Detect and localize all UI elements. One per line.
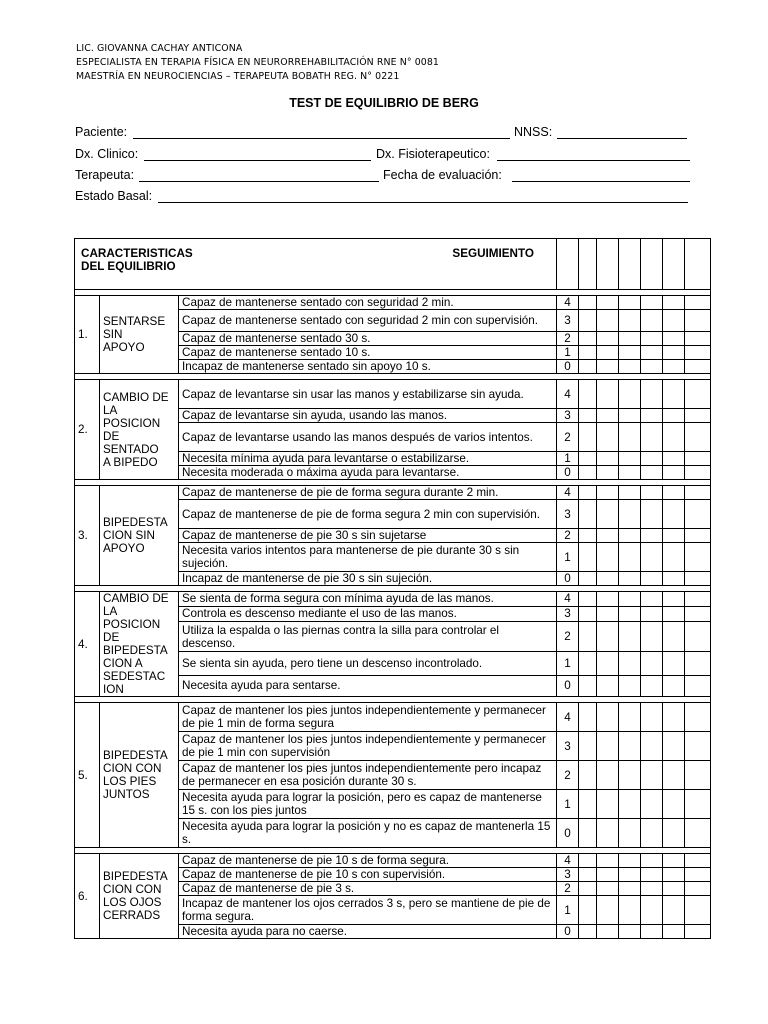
seguimiento-cell[interactable] <box>579 882 597 896</box>
seguimiento-cell[interactable] <box>685 452 711 466</box>
criterion-score: 3 <box>557 500 579 529</box>
seguimiento-cell[interactable] <box>579 621 597 652</box>
seguimiento-cell[interactable] <box>641 500 663 529</box>
criterion-description: Se sienta de forma segura con mínima ayuda de las manos. <box>179 592 557 607</box>
table-row <box>75 854 711 868</box>
seguimiento-cell[interactable] <box>641 332 663 346</box>
seguimiento-cell[interactable] <box>597 732 619 761</box>
seguimiento-cell[interactable] <box>641 703 663 732</box>
seguimiento-cell[interactable] <box>597 592 619 607</box>
header-cell <box>75 239 557 290</box>
seguimiento-cell[interactable] <box>685 409 711 423</box>
item-name: CAMBIO DE LA POSICION DE BIPEDESTA CION A SEDESTAC ION <box>100 592 179 697</box>
seguimiento-cell[interactable] <box>597 452 619 466</box>
seguimiento-cell[interactable] <box>597 423 619 452</box>
seguimiento-cell[interactable] <box>579 592 597 607</box>
seguimiento-cell[interactable] <box>619 882 641 896</box>
seguimiento-cell[interactable] <box>619 790 641 819</box>
seguimiento-cell[interactable] <box>685 790 711 819</box>
seguimiento-cell[interactable] <box>685 732 711 761</box>
seguimiento-cell[interactable] <box>685 592 711 607</box>
seguimiento-cell[interactable] <box>579 652 597 675</box>
criterion-score: 0 <box>557 675 579 696</box>
seguimiento-cell[interactable] <box>641 360 663 374</box>
criterion-description: Capaz de mantenerse de pie de forma segura durante 2 min. <box>179 486 557 500</box>
criterion-description: Capaz de mantenerse sentado 10 s. <box>179 346 557 360</box>
criterion-score: 0 <box>557 360 579 374</box>
seguimiento-cell[interactable] <box>597 332 619 346</box>
seguimiento-cell[interactable] <box>597 380 619 409</box>
seguimiento-cell[interactable] <box>641 652 663 675</box>
criterion-description: Se sienta sin ayuda, pero tiene un descenso incontrolado. <box>179 652 557 675</box>
seguimiento-cell[interactable] <box>663 310 685 332</box>
seguimiento-cell[interactable] <box>579 500 597 529</box>
seguimiento-cell[interactable] <box>619 761 641 790</box>
criterion-score: 3 <box>557 732 579 761</box>
seguimiento-cell[interactable] <box>579 466 597 480</box>
seguimiento-cell[interactable] <box>597 868 619 882</box>
seguimiento-cell[interactable] <box>663 675 685 696</box>
seguimiento-cell[interactable] <box>663 572 685 586</box>
seguimiento-cell[interactable] <box>619 819 641 848</box>
seguimiento-cell[interactable] <box>619 854 641 868</box>
seguimiento-cell[interactable] <box>619 732 641 761</box>
seguimiento-cell[interactable] <box>685 346 711 360</box>
seguimiento-cell[interactable] <box>641 486 663 500</box>
seguimiento-cell[interactable] <box>597 652 619 675</box>
seguimiento-cell[interactable] <box>685 854 711 868</box>
seguimiento-cell[interactable] <box>641 882 663 896</box>
seguimiento-cell[interactable] <box>597 529 619 543</box>
fecha-line[interactable] <box>512 181 690 182</box>
seguimiento-cell[interactable] <box>619 592 641 607</box>
criterion-score: 1 <box>557 346 579 360</box>
seguimiento-cell[interactable] <box>685 703 711 732</box>
seguimiento-cell[interactable] <box>641 543 663 572</box>
criterion-score: 4 <box>557 380 579 409</box>
seguimiento-cell[interactable] <box>663 882 685 896</box>
seguimiento-cell[interactable] <box>619 332 641 346</box>
seguimiento-cell[interactable] <box>641 675 663 696</box>
seguimiento-cell[interactable] <box>619 925 641 939</box>
label-fecha: Fecha de evaluación: <box>383 168 502 182</box>
criterion-description: Necesita ayuda para lograr la posición, pero es capaz de mantenerse 15 s. con los pies juntos <box>179 790 557 819</box>
criterion-description: Capaz de mantener los pies juntos independientemente y permanecer de pie 1 min con supervisión <box>179 732 557 761</box>
seguimiento-cell[interactable] <box>597 925 619 939</box>
seguimiento-cell[interactable] <box>663 819 685 848</box>
seguimiento-cell[interactable] <box>619 360 641 374</box>
seguimiento-cell[interactable] <box>597 409 619 423</box>
criterion-score: 3 <box>557 409 579 423</box>
header-blank-5 <box>641 239 663 290</box>
seguimiento-cell[interactable] <box>685 380 711 409</box>
seguimiento-cell[interactable] <box>597 896 619 925</box>
seguimiento-cell[interactable] <box>685 606 711 621</box>
seguimiento-cell[interactable] <box>579 925 597 939</box>
criterion-score: 4 <box>557 486 579 500</box>
label-nnss: NNSS: <box>514 125 553 139</box>
dx-clinico-line[interactable] <box>144 160 371 161</box>
seguimiento-cell[interactable] <box>663 332 685 346</box>
item-name: SENTARSE SIN APOYO <box>100 296 179 374</box>
seguimiento-cell[interactable] <box>579 819 597 848</box>
label-dx-clinico: Dx. Clinico: <box>75 147 139 161</box>
seguimiento-cell[interactable] <box>641 572 663 586</box>
seguimiento-cell[interactable] <box>663 500 685 529</box>
criterion-description: Capaz de mantener los pies juntos independientemente pero incapaz de permanecer en esa posición durante 30 s. <box>179 761 557 790</box>
seguimiento-cell[interactable] <box>619 652 641 675</box>
seguimiento-cell[interactable] <box>579 296 597 310</box>
seguimiento-cell[interactable] <box>597 500 619 529</box>
seguimiento-cell[interactable] <box>619 675 641 696</box>
header-blank-2 <box>579 239 597 290</box>
seguimiento-cell[interactable] <box>641 761 663 790</box>
item-number: 1. <box>75 296 100 374</box>
seguimiento-cell[interactable] <box>597 761 619 790</box>
seguimiento-cell[interactable] <box>579 346 597 360</box>
seguimiento-cell[interactable] <box>641 466 663 480</box>
seguimiento-cell[interactable] <box>641 819 663 848</box>
seguimiento-cell[interactable] <box>663 761 685 790</box>
criterion-score: 2 <box>557 621 579 652</box>
seguimiento-cell[interactable] <box>597 819 619 848</box>
seguimiento-cell[interactable] <box>619 572 641 586</box>
seguimiento-cell[interactable] <box>641 423 663 452</box>
seguimiento-cell[interactable] <box>663 409 685 423</box>
seguimiento-cell[interactable] <box>597 790 619 819</box>
seguimiento-cell[interactable] <box>579 452 597 466</box>
label-paciente: Paciente: <box>75 125 128 139</box>
criterion-description: Capaz de mantener los pies juntos independientemente y permanecer de pie 1 min de forma segura <box>179 703 557 732</box>
seguimiento-cell[interactable] <box>685 500 711 529</box>
seguimiento-cell[interactable] <box>579 572 597 586</box>
seguimiento-cell[interactable] <box>597 346 619 360</box>
seguimiento-cell[interactable] <box>597 854 619 868</box>
item-number: 6. <box>75 854 100 939</box>
seguimiento-cell[interactable] <box>619 296 641 310</box>
criterion-score: 0 <box>557 925 579 939</box>
seguimiento-cell[interactable] <box>663 621 685 652</box>
seguimiento-cell[interactable] <box>597 310 619 332</box>
criterion-score: 3 <box>557 606 579 621</box>
seguimiento-cell[interactable] <box>619 896 641 925</box>
seguimiento-cell[interactable] <box>619 486 641 500</box>
criterion-description: Capaz de mantenerse sentado con seguridad 2 min con supervisión. <box>179 310 557 332</box>
item-name: BIPEDESTA CION CON LOS PIES JUNTOS <box>100 703 179 848</box>
seguimiento-cell[interactable] <box>663 790 685 819</box>
criterion-description: Necesita ayuda para lograr la posición y no es capaz de mantenerla 15 s. <box>179 819 557 848</box>
criterion-score: 2 <box>557 529 579 543</box>
letterhead-masters: MAESTRÍA EN NEUROCIENCIAS – TERAPEUTA BOBATH REG. N° 0221 <box>76 71 400 82</box>
table-row <box>75 592 711 607</box>
item-name: CAMBIO DE LA POSICION DE SENTADO A BIPEDO <box>100 380 179 480</box>
seguimiento-cell[interactable] <box>619 346 641 360</box>
seguimiento-cell[interactable] <box>663 868 685 882</box>
col-caracteristicas: CARACTERISTICAS DEL EQUILIBRIO <box>81 247 193 273</box>
page-title: TEST DE EQUILIBRIO DE BERG <box>289 96 479 110</box>
seguimiento-cell[interactable] <box>619 310 641 332</box>
seguimiento-cell[interactable] <box>641 621 663 652</box>
table-header-row <box>75 239 711 290</box>
seguimiento-cell[interactable] <box>641 854 663 868</box>
criterion-score: 0 <box>557 572 579 586</box>
criterion-description: Capaz de mantenerse de pie de forma segura 2 min con supervisión. <box>179 500 557 529</box>
criterion-score: 4 <box>557 854 579 868</box>
seguimiento-cell[interactable] <box>597 360 619 374</box>
seguimiento-cell[interactable] <box>641 529 663 543</box>
seguimiento-cell[interactable] <box>663 360 685 374</box>
header-blank-4 <box>619 239 641 290</box>
seguimiento-cell[interactable] <box>685 543 711 572</box>
letterhead-name: LIC. GIOVANNA CACHAY ANTICONA <box>76 43 243 54</box>
seguimiento-cell[interactable] <box>597 882 619 896</box>
seguimiento-cell[interactable] <box>663 296 685 310</box>
seguimiento-cell[interactable] <box>619 621 641 652</box>
seguimiento-cell[interactable] <box>663 854 685 868</box>
table-row <box>75 486 711 500</box>
seguimiento-cell[interactable] <box>685 332 711 346</box>
criterion-score: 4 <box>557 592 579 607</box>
criterion-description: Capaz de mantenerse de pie 3 s. <box>179 882 557 896</box>
seguimiento-cell[interactable] <box>597 621 619 652</box>
item-number: 5. <box>75 703 100 848</box>
seguimiento-cell[interactable] <box>619 423 641 452</box>
seguimiento-cell[interactable] <box>685 572 711 586</box>
seguimiento-cell[interactable] <box>597 543 619 572</box>
seguimiento-cell[interactable] <box>597 486 619 500</box>
seguimiento-cell[interactable] <box>685 296 711 310</box>
paciente-line[interactable] <box>133 138 510 139</box>
seguimiento-cell[interactable] <box>685 310 711 332</box>
seguimiento-cell[interactable] <box>663 380 685 409</box>
criterion-score: 2 <box>557 332 579 346</box>
seguimiento-cell[interactable] <box>619 466 641 480</box>
criterion-score: 2 <box>557 423 579 452</box>
seguimiento-cell[interactable] <box>619 606 641 621</box>
criterion-description: Incapaz de mantener los ojos cerrados 3 s, pero se mantiene de pie de forma segura. <box>179 896 557 925</box>
seguimiento-cell[interactable] <box>619 380 641 409</box>
seguimiento-cell[interactable] <box>685 868 711 882</box>
criterion-score: 1 <box>557 790 579 819</box>
criterion-description: Necesita ayuda para no caerse. <box>179 925 557 939</box>
header-blank-3 <box>597 239 619 290</box>
criterion-description: Incapaz de mantenerse sentado sin apoyo 10 s. <box>179 360 557 374</box>
seguimiento-cell[interactable] <box>641 925 663 939</box>
criterion-description: Necesita varios intentos para mantenerse de pie durante 30 s sin sujeción. <box>179 543 557 572</box>
seguimiento-cell[interactable] <box>663 543 685 572</box>
seguimiento-cell[interactable] <box>641 296 663 310</box>
seguimiento-cell[interactable] <box>579 761 597 790</box>
seguimiento-cell[interactable] <box>685 652 711 675</box>
seguimiento-cell[interactable] <box>663 606 685 621</box>
criterion-description: Incapaz de mantenerse de pie 30 s sin sujeción. <box>179 572 557 586</box>
criterion-description: Capaz de levantarse sin ayuda, usando las manos. <box>179 409 557 423</box>
item-number: 2. <box>75 380 100 480</box>
criterion-description: Capaz de mantenerse sentado con seguridad 2 min. <box>179 296 557 310</box>
item-name: BIPEDESTA CION CON LOS OJOS CERRADS <box>100 854 179 939</box>
seguimiento-cell[interactable] <box>663 529 685 543</box>
criterion-score: 2 <box>557 882 579 896</box>
seguimiento-cell[interactable] <box>579 529 597 543</box>
seguimiento-cell[interactable] <box>597 703 619 732</box>
item-number: 3. <box>75 486 100 586</box>
seguimiento-cell[interactable] <box>685 466 711 480</box>
seguimiento-cell[interactable] <box>579 310 597 332</box>
label-estado-basal: Estado Basal: <box>75 189 153 203</box>
label-terapeuta: Terapeuta: <box>75 168 135 182</box>
seguimiento-cell[interactable] <box>641 896 663 925</box>
seguimiento-cell[interactable] <box>597 675 619 696</box>
criterion-score: 2 <box>557 761 579 790</box>
col-seguimiento: SEGUIMIENTO <box>452 247 535 260</box>
seguimiento-cell[interactable] <box>641 592 663 607</box>
dx-fisio-line[interactable] <box>497 160 690 161</box>
table-row <box>75 380 711 409</box>
seguimiento-cell[interactable] <box>597 572 619 586</box>
criterion-score: 1 <box>557 452 579 466</box>
criterion-description: Capaz de mantenerse de pie 10 s con supervisión. <box>179 868 557 882</box>
criterion-score: 1 <box>557 896 579 925</box>
seguimiento-cell[interactable] <box>579 409 597 423</box>
seguimiento-cell[interactable] <box>641 790 663 819</box>
criterion-score: 4 <box>557 703 579 732</box>
seguimiento-cell[interactable] <box>685 896 711 925</box>
seguimiento-cell[interactable] <box>619 703 641 732</box>
seguimiento-cell[interactable] <box>641 868 663 882</box>
criterion-score: 1 <box>557 652 579 675</box>
seguimiento-cell[interactable] <box>579 380 597 409</box>
seguimiento-cell[interactable] <box>641 606 663 621</box>
criterion-description: Necesita ayuda para sentarse. <box>179 675 557 696</box>
seguimiento-cell[interactable] <box>663 652 685 675</box>
seguimiento-cell[interactable] <box>579 332 597 346</box>
seguimiento-cell[interactable] <box>685 423 711 452</box>
seguimiento-cell[interactable] <box>579 732 597 761</box>
seguimiento-cell[interactable] <box>579 606 597 621</box>
berg-table <box>74 238 711 939</box>
terapeuta-line[interactable] <box>139 181 379 182</box>
seguimiento-cell[interactable] <box>663 452 685 466</box>
seguimiento-cell[interactable] <box>663 592 685 607</box>
seguimiento-cell[interactable] <box>641 452 663 466</box>
seguimiento-cell[interactable] <box>579 543 597 572</box>
header-blank-6 <box>663 239 685 290</box>
seguimiento-cell[interactable] <box>685 486 711 500</box>
table-row <box>75 703 711 732</box>
letterhead-specialty: ESPECIALISTA EN TERAPIA FÍSICA EN NEURORREHABILITACIÓN RNE N° 0081 <box>76 57 439 68</box>
criterion-description: Capaz de levantarse sin usar las manos y estabilizarse sin ayuda. <box>179 380 557 409</box>
seguimiento-cell[interactable] <box>685 819 711 848</box>
label-dx-fisio: Dx. Fisioterapeutico: <box>376 147 490 161</box>
seguimiento-cell[interactable] <box>579 868 597 882</box>
criterion-score: 0 <box>557 466 579 480</box>
seguimiento-cell[interactable] <box>663 732 685 761</box>
criterion-score: 3 <box>557 310 579 332</box>
seguimiento-cell[interactable] <box>579 423 597 452</box>
seguimiento-cell[interactable] <box>663 423 685 452</box>
letterhead <box>76 42 439 84</box>
seguimiento-cell[interactable] <box>663 896 685 925</box>
criterion-description: Capaz de mantenerse de pie 30 s sin sujetarse <box>179 529 557 543</box>
seguimiento-cell[interactable] <box>579 790 597 819</box>
criterion-description: Controla es descenso mediante el uso de las manos. <box>179 606 557 621</box>
seguimiento-cell[interactable] <box>619 868 641 882</box>
seguimiento-cell[interactable] <box>619 543 641 572</box>
estado-basal-line[interactable] <box>158 202 688 203</box>
criterion-description: Capaz de mantenerse de pie 10 s de forma segura. <box>179 854 557 868</box>
seguimiento-cell[interactable] <box>685 621 711 652</box>
seguimiento-cell[interactable] <box>579 675 597 696</box>
criterion-description: Capaz de levantarse usando las manos después de varios intentos. <box>179 423 557 452</box>
seguimiento-cell[interactable] <box>619 409 641 423</box>
seguimiento-cell[interactable] <box>579 486 597 500</box>
seguimiento-cell[interactable] <box>579 854 597 868</box>
seguimiento-cell[interactable] <box>641 346 663 360</box>
seguimiento-cell[interactable] <box>663 486 685 500</box>
criterion-description: Utiliza la espalda o las piernas contra la silla para controlar el descenso. <box>179 621 557 652</box>
seguimiento-cell[interactable] <box>579 896 597 925</box>
seguimiento-cell[interactable] <box>685 360 711 374</box>
header-blank-7 <box>685 239 711 290</box>
seguimiento-cell[interactable] <box>579 703 597 732</box>
seguimiento-cell[interactable] <box>685 925 711 939</box>
criterion-description: Necesita mínima ayuda para levantarse o estabilizarse. <box>179 452 557 466</box>
seguimiento-cell[interactable] <box>685 675 711 696</box>
seguimiento-cell[interactable] <box>619 500 641 529</box>
criterion-description: Capaz de mantenerse sentado 30 s. <box>179 332 557 346</box>
table-row <box>75 296 711 310</box>
seguimiento-cell[interactable] <box>597 466 619 480</box>
criterion-score: 0 <box>557 819 579 848</box>
seguimiento-cell[interactable] <box>641 380 663 409</box>
header-blank-1 <box>557 239 579 290</box>
seguimiento-cell[interactable] <box>685 761 711 790</box>
criterion-score: 1 <box>557 543 579 572</box>
seguimiento-cell[interactable] <box>579 360 597 374</box>
seguimiento-cell[interactable] <box>685 529 711 543</box>
seguimiento-cell[interactable] <box>619 452 641 466</box>
seguimiento-cell[interactable] <box>641 310 663 332</box>
criterion-score: 3 <box>557 868 579 882</box>
item-name: BIPEDESTA CION SIN APOYO <box>100 486 179 586</box>
seguimiento-cell[interactable] <box>597 296 619 310</box>
seguimiento-cell[interactable] <box>685 882 711 896</box>
criterion-description: Necesita moderada o máxima ayuda para levantarse. <box>179 466 557 480</box>
seguimiento-cell[interactable] <box>663 346 685 360</box>
seguimiento-cell[interactable] <box>663 703 685 732</box>
item-number: 4. <box>75 592 100 697</box>
nnss-line[interactable] <box>557 138 687 139</box>
criterion-score: 4 <box>557 296 579 310</box>
seguimiento-cell[interactable] <box>641 732 663 761</box>
seguimiento-cell[interactable] <box>619 529 641 543</box>
seguimiento-cell[interactable] <box>663 925 685 939</box>
seguimiento-cell[interactable] <box>641 409 663 423</box>
seguimiento-cell[interactable] <box>663 466 685 480</box>
seguimiento-cell[interactable] <box>597 606 619 621</box>
